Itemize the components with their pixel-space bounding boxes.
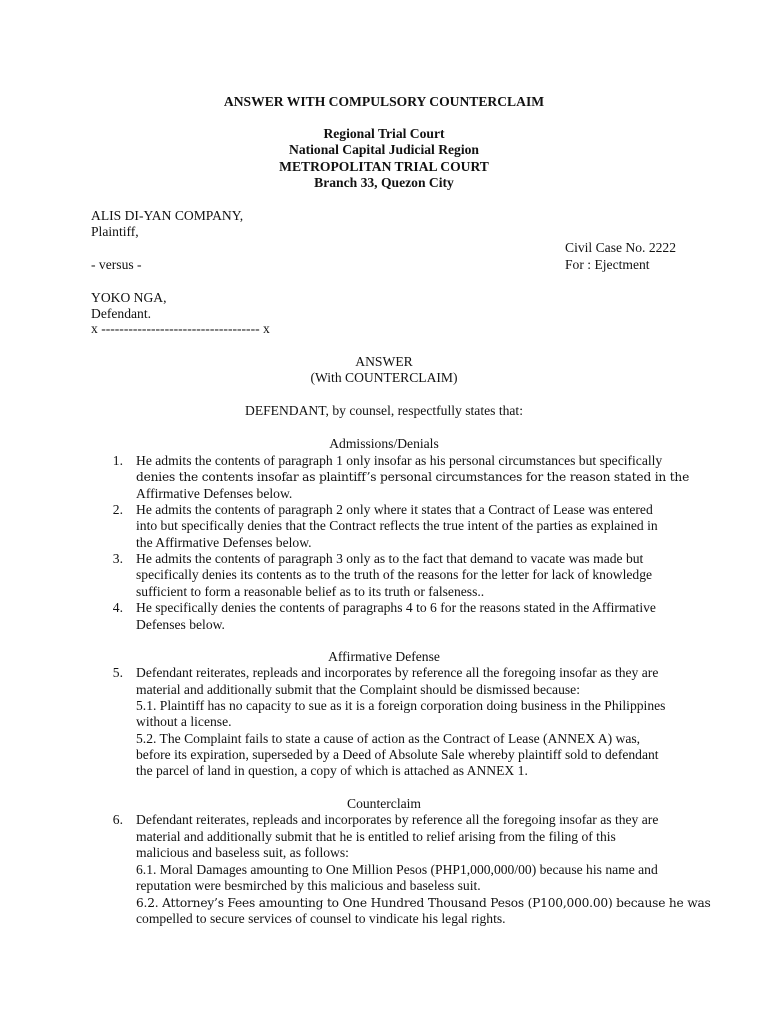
item-number: 5. <box>112 665 123 680</box>
item-line: Defenses below. <box>136 617 225 632</box>
versus-text: - versus - <box>91 257 142 272</box>
item-line: malicious and baseless suit, as follows: <box>136 845 349 860</box>
item-line: He admits the contents of paragraph 1 only insofar as his personal circumstances but specifically <box>136 453 663 468</box>
item-line: material and additionally submit that he is entitled to relief arising from the filing of this <box>136 829 616 844</box>
document-title: ANSWER WITH COMPULSORY COUNTERCLAIM <box>223 94 545 109</box>
item-line: reputation were besmirched by this malicious and baseless suit. <box>136 878 481 893</box>
item-number: 3. <box>112 551 123 566</box>
case-type: For : Ejectment <box>565 257 650 272</box>
answer-heading: ANSWER <box>355 354 413 369</box>
item-line: Affirmative Defenses below. <box>136 486 293 501</box>
section-title-affirmative: Affirmative Defense <box>328 649 440 664</box>
court-line-4: Branch 33, Quezon City <box>314 175 454 190</box>
item-line: 5.2. The Complaint fails to state a cause of action as the Contract of Lease (ANNEX A) was, <box>136 731 641 746</box>
item-number: 2. <box>112 502 123 517</box>
section-title-counterclaim: Counterclaim <box>347 796 421 811</box>
answer-subheading: (With COUNTERCLAIM) <box>310 370 458 385</box>
item-line: He admits the contents of paragraph 2 only where it states that a Contract of Lease was entered <box>136 502 653 517</box>
case-number: Civil Case No. 2222 <box>565 240 677 255</box>
plaintiff-role: Plaintiff, <box>91 224 139 239</box>
court-line-1: Regional Trial Court <box>323 126 445 141</box>
plaintiff-name: ALIS DI-YAN COMPANY, <box>91 208 244 223</box>
item-line: material and additionally submit that the Complaint should be dismissed because: <box>136 682 580 697</box>
item-line: sufficient to form a reasonable belief as to its truth or falseness.. <box>136 584 485 599</box>
item-line: Defendant reiterates, repleads and incorporates by reference all the foregoing insofar as they are <box>136 812 659 827</box>
item-line: without a license. <box>136 714 232 729</box>
court-line-2: National Capital Judicial Region <box>289 142 479 157</box>
item-line: 6.1. Moral Damages amounting to One Million Pesos (PHP1,000,000/00) because his name and <box>136 862 658 877</box>
item-line: into but specifically denies that the Contract reflects the true intent of the parties as explained in <box>136 518 658 533</box>
court-line-3: METROPOLITAN TRIAL COURT <box>279 159 489 174</box>
defendant-name: YOKO NGA, <box>91 290 167 305</box>
intro-text: DEFENDANT, by counsel, respectfully states that: <box>245 403 523 418</box>
item-line: before its expiration, superseded by a Deed of Absolute Sale whereby plaintiff sold to defendant <box>136 747 659 762</box>
item-number: 1. <box>112 453 123 468</box>
section-title-admissions: Admissions/Denials <box>329 436 439 451</box>
item-line: He specifically denies the contents of paragraphs 4 to 6 for the reasons stated in the Affirmative <box>136 600 656 615</box>
item-line: Defendant reiterates, repleads and incorporates by reference all the foregoing insofar as they are <box>136 665 659 680</box>
item-line: 5.1. Plaintiff has no capacity to sue as it is a foreign corporation doing business in the Philippines <box>136 698 666 713</box>
item-line: the Affirmative Defenses below. <box>136 535 312 550</box>
item-number: 6. <box>112 812 123 827</box>
caption-separator: x ----------------------------------- x <box>91 321 270 336</box>
item-line: specifically denies its contents as to the truth of the reasons for the letter for lack of knowledge <box>136 567 653 582</box>
defendant-role: Defendant. <box>91 306 152 321</box>
item-number: 4. <box>112 600 123 615</box>
item-line: compelled to secure services of counsel to vindicate his legal rights. <box>136 911 506 926</box>
item-line: He admits the contents of paragraph 3 only as to the fact that demand to vacate was made but <box>136 551 644 566</box>
item-line: the parcel of land in question, a copy of which is attached as ANNEX 1. <box>136 763 528 778</box>
item-line: 6.2. Attorney’s Fees amounting to One Hundred Thousand Pesos (P100,000.00) because he was <box>136 896 711 910</box>
item-line: denies the contents insofar as plaintiff’s personal circumstances for the reason stated in the <box>136 470 690 484</box>
